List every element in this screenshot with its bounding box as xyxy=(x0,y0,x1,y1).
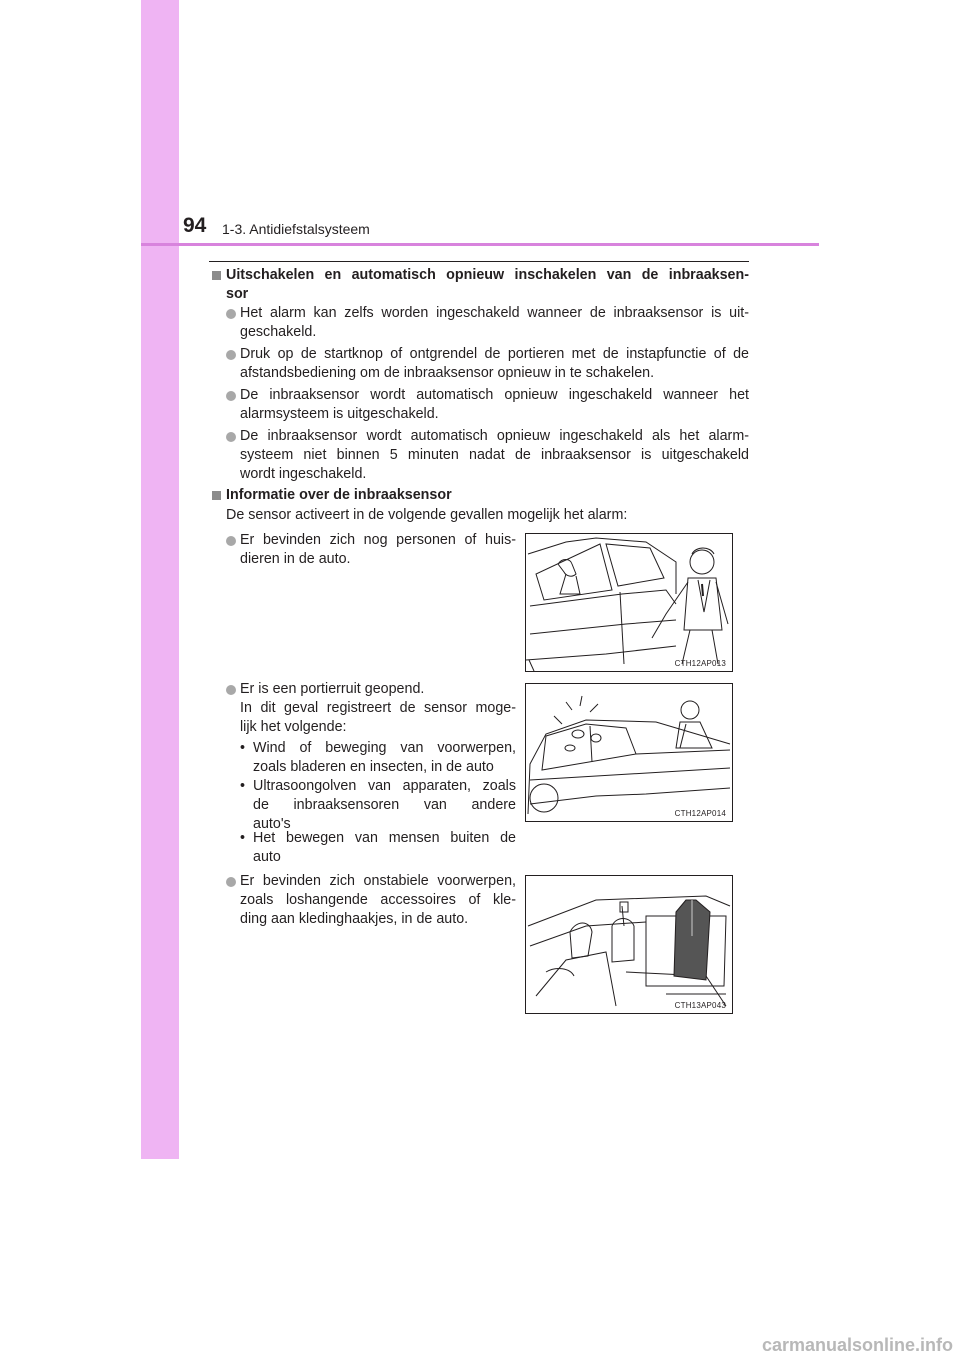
bullet-3-line-2: alarmsysteem is uitgeschakeld. xyxy=(240,406,439,422)
bullet-1-line-1: Het alarm kan zelfs worden ingeschakeld wanneer de inbraaksensor is uit- xyxy=(240,305,749,321)
bullet-1-line-2: geschakeld. xyxy=(240,324,317,340)
bullet-icon xyxy=(226,391,236,401)
figure-hanging-items xyxy=(525,875,733,1014)
sub-bullet-marker: • xyxy=(240,830,246,846)
bullet-4-line-2: systeem niet binnen 5 minuten nadat de inbraaksensor is uitgeschakeld xyxy=(240,447,749,463)
section-2-heading: Informatie over de inbraaksensor xyxy=(226,487,452,503)
item-3-line-1: Er bevinden zich onstabiele voorwerpen, xyxy=(240,873,516,889)
bullet-icon xyxy=(226,536,236,546)
section-2-intro: De sensor activeert in de volgende gevallen mogelijk het alarm: xyxy=(226,507,628,523)
content-divider xyxy=(209,261,749,262)
page-number: 94 xyxy=(183,214,207,237)
heading-square-icon xyxy=(212,491,221,500)
figure-code: CTH12AP013 xyxy=(674,659,726,668)
heading-line-1: Uitschakelen en automatisch opnieuw inschakelen van de inbraaksen- xyxy=(226,267,749,283)
interior-jacket-illustration xyxy=(526,876,732,1013)
side-tab-bar xyxy=(141,0,179,1159)
figure-code: CTH13AP043 xyxy=(674,1001,726,1010)
item-1-line-1: Er bevinden zich nog personen of huis- xyxy=(240,532,516,548)
item-2-line-1: Er is een portierruit geopend. xyxy=(240,681,425,697)
bullet-4-line-1: De inbraaksensor wordt automatisch opnieuw ingeschakeld als het alarm- xyxy=(240,428,749,444)
item-3-line-2: zoals loshangende accessoires of kle- xyxy=(240,892,516,908)
sub-1-line-2: zoals bladeren en insecten, in de auto xyxy=(253,759,494,775)
figure-open-window xyxy=(525,683,733,822)
bullet-4-line-3: wordt ingeschakeld. xyxy=(240,466,367,482)
bullet-icon xyxy=(226,432,236,442)
sub-3-line-2: auto xyxy=(253,849,281,865)
sub-bullet-marker: • xyxy=(240,778,246,794)
header-rule xyxy=(141,243,819,246)
sub-2-line-3: auto's xyxy=(253,816,291,832)
open-window-illustration xyxy=(526,684,732,821)
item-2-line-2: In dit geval registreert de sensor moge- xyxy=(240,700,516,716)
section-title: 1-3. Antidiefstalsysteem xyxy=(222,221,370,237)
figure-person-dog-car xyxy=(525,533,733,672)
bullet-icon xyxy=(226,877,236,887)
item-2-line-3: lijk het volgende: xyxy=(240,719,347,735)
bullet-icon xyxy=(226,309,236,319)
bullet-2-line-2: afstandsbediening om de inbraaksensor opnieuw in te schakelen. xyxy=(240,365,655,381)
bullet-icon xyxy=(226,685,236,695)
bullet-icon xyxy=(226,350,236,360)
sub-3-line-1: Het bewegen van mensen buiten de xyxy=(253,830,516,846)
sub-2-line-1: Ultrasoongolven van apparaten, zoals xyxy=(253,778,516,794)
sub-bullet-marker: • xyxy=(240,740,246,756)
item-3-line-3: ding aan kledinghaakjes, in de auto. xyxy=(240,911,469,927)
car-occupants-illustration xyxy=(526,534,732,671)
bullet-3-line-1: De inbraaksensor wordt automatisch opnieuw ingeschakeld wanneer het xyxy=(240,387,749,403)
sub-2-line-2: de inbraaksensoren van andere xyxy=(253,797,516,813)
watermark: carmanualsonline.info xyxy=(762,1335,954,1355)
bullet-2-line-1: Druk op de startknop of ontgrendel de portieren met de instapfunctie of de xyxy=(240,346,749,362)
heading-line-2: sor xyxy=(226,286,249,302)
sub-1-line-1: Wind of beweging van voorwerpen, xyxy=(253,740,516,756)
heading-square-icon xyxy=(212,271,221,280)
item-1-line-2: dieren in de auto. xyxy=(240,551,351,567)
figure-code: CTH12AP014 xyxy=(674,809,726,818)
